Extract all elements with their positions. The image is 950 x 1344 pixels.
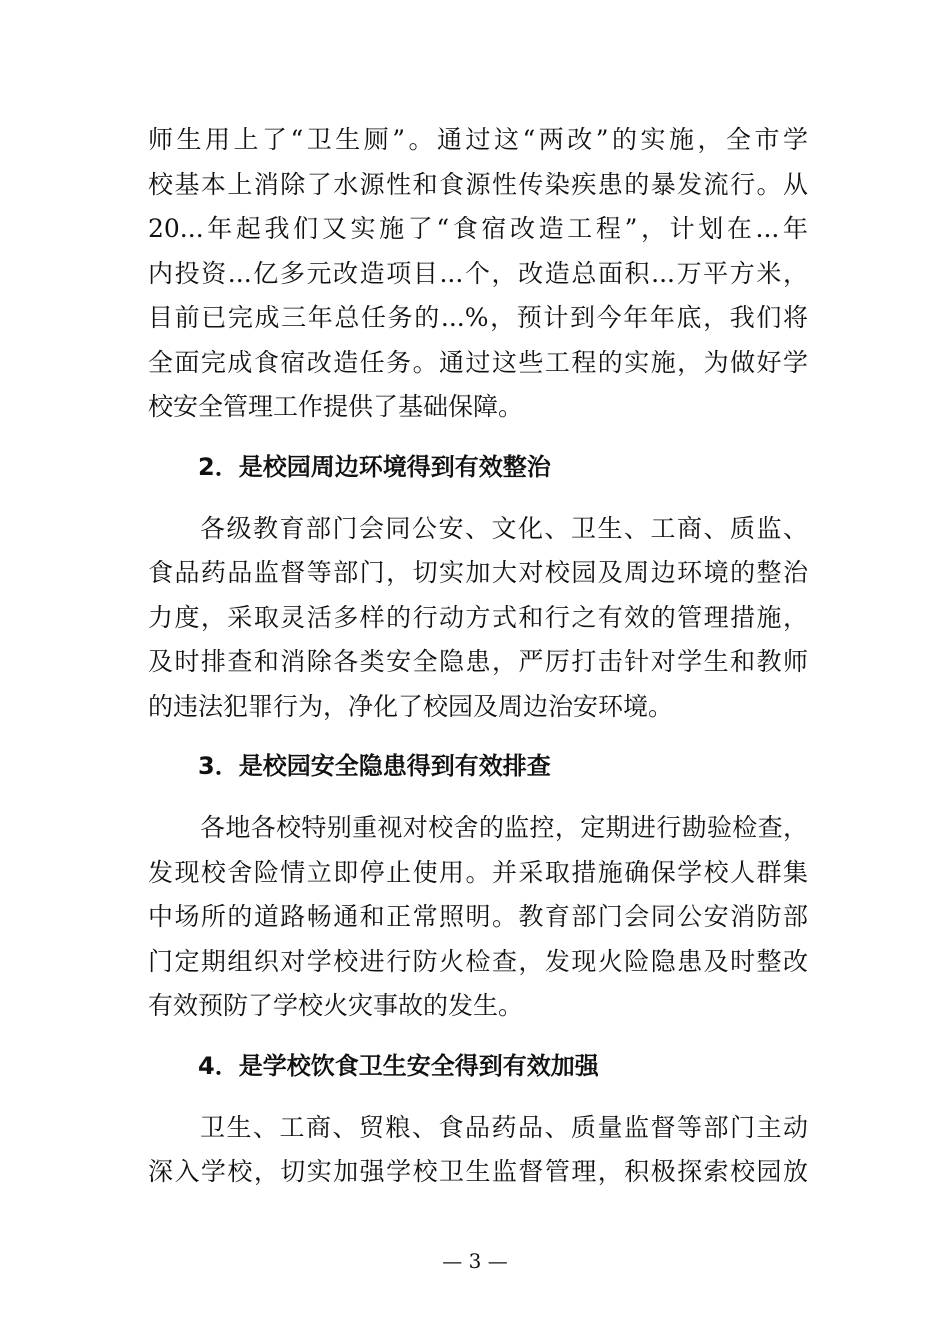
text-line: 发现校舍险情立即停止使用。并采取措施确保学校人群集 (148, 857, 808, 887)
text-line: 目前已完成三年总任务的...%，预计到今年年底，我们将 (148, 303, 808, 332)
text-line: 力度，采取灵活多样的行动方式和行之有效的管理措施， (148, 602, 808, 632)
document-page (148, 118, 808, 1210)
text-line: 深入学校，切实加强学校卫生监督管理，积极探索校园放 (148, 1157, 808, 1186)
section-heading-3: 3．是校园安全隐患得到有效排查 (198, 752, 551, 780)
text-line: 师生用上了“卫生厕”。通过这“两改”的实施，全市学 (148, 125, 808, 154)
text-line: 全面完成食宿改造任务。通过这些工程的实施，为做好学 (148, 347, 808, 377)
section-heading-4: 4．是学校饮食卫生安全得到有效加强 (198, 1051, 599, 1080)
text-line: 及时排查和消除各类安全隐患，严厉打击针对学生和教师 (148, 647, 808, 676)
paragraph-1 (148, 118, 808, 430)
text-line: 各地各校特别重视对校舍的监控，定期进行勘验检查， (200, 813, 808, 842)
section-heading-2: 2．是校园周边环境得到有效整治 (198, 452, 551, 481)
paragraph-section-4 (148, 1106, 808, 1195)
text-line: 中场所的道路畅通和正常照明。教育部门会同公安消防部 (148, 902, 808, 931)
text-line: 卫生、工商、贸粮、食品药品、质量监督等部门主动 (200, 1112, 808, 1142)
text-line: 20...年起我们又实施了“食宿改造工程”，计划在...年 (148, 214, 808, 243)
paragraph-section-3 (148, 806, 808, 1029)
text-line: 有效预防了学校火灾事故的发生。 (148, 991, 524, 1020)
text-line: 各级教育部门会同公安、文化、卫生、工商、质监、 (200, 513, 808, 543)
text-line: 食品药品监督等部门，切实加大对校园及周边环境的整治 (148, 558, 808, 587)
text-line: 校安全管理工作提供了基础保障。 (148, 392, 524, 421)
page-number: — 3 — (442, 1249, 508, 1273)
text-line: 内投资...亿多元改造项目...个，改造总面积...万平方米， (148, 258, 808, 288)
text-line: 校基本上消除了水源性和食源性传染疾患的暴发流行。从 (148, 169, 808, 199)
text-line: 的违法犯罪行为，净化了校园及周边治安环境。 (148, 691, 674, 721)
paragraph-section-2 (148, 507, 808, 730)
text-line: 门定期组织对学校进行防火检查，发现火险隐患及时整改 (148, 946, 808, 976)
